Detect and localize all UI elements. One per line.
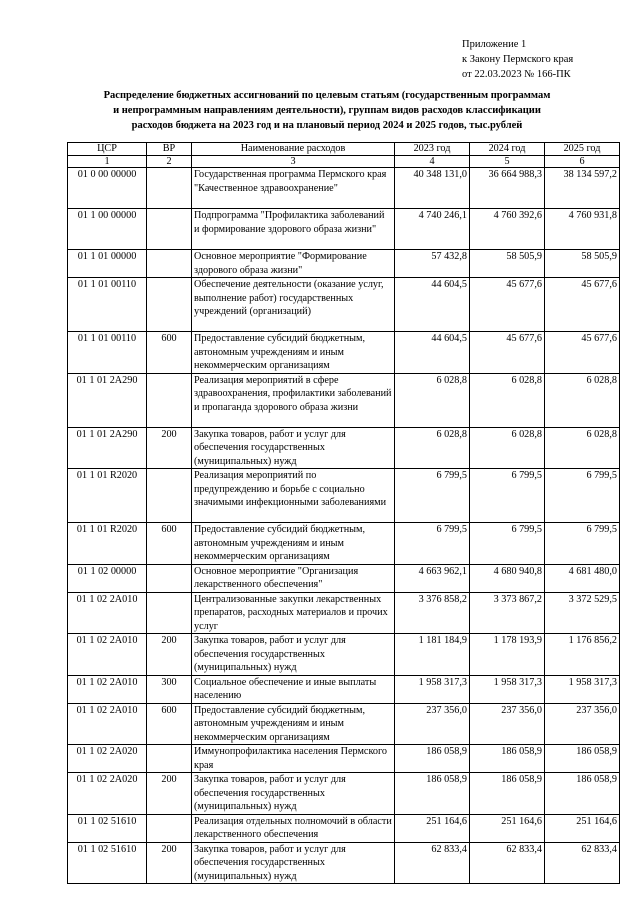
cell-2023: 186 058,9 xyxy=(395,773,470,815)
cell-2025: 6 028,8 xyxy=(545,373,620,427)
table-row xyxy=(68,523,620,565)
table-row xyxy=(68,250,620,278)
cell-2025: 237 356,0 xyxy=(545,703,620,745)
cell-csr: 01 1 01 R2020 xyxy=(68,469,147,523)
col-number: 5 xyxy=(470,156,545,168)
table-row xyxy=(68,634,620,676)
cell-2025: 45 677,6 xyxy=(545,332,620,374)
cell-2024: 186 058,9 xyxy=(470,773,545,815)
cell-2024: 251 164,6 xyxy=(470,814,545,842)
appendix-line-1: Приложение 1 xyxy=(462,39,527,50)
cell-2024: 6 799,5 xyxy=(470,469,545,523)
cell-vr xyxy=(147,278,192,332)
cell-name: Государственная программа Пермского края "Качественное здравоохранение" xyxy=(192,168,395,209)
table-row xyxy=(68,209,620,250)
cell-2025: 3 372 529,5 xyxy=(545,592,620,634)
cell-2023: 186 058,9 xyxy=(395,745,470,773)
cell-csr: 01 1 02 00000 xyxy=(68,564,147,592)
cell-2023: 1 958 317,3 xyxy=(395,675,470,703)
cell-2024: 58 505,9 xyxy=(470,250,545,278)
cell-vr xyxy=(147,168,192,209)
table-row xyxy=(68,842,620,884)
cell-2024: 4 680 940,8 xyxy=(470,564,545,592)
table-row xyxy=(68,675,620,703)
cell-name: Иммунопрофилактика населения Пермского края xyxy=(192,745,395,773)
cell-vr: 200 xyxy=(147,842,192,884)
budget-table xyxy=(67,142,620,884)
cell-vr: 600 xyxy=(147,332,192,374)
cell-csr: 01 1 01 00110 xyxy=(68,278,147,332)
table-row xyxy=(68,332,620,374)
table-row xyxy=(68,592,620,634)
cell-2025: 6 799,5 xyxy=(545,469,620,523)
cell-name: Предоставление субсидий бюджетным, автономным учреждениям и иным некоммерческим организациям xyxy=(192,332,395,374)
cell-name: Основное мероприятие "Формирование здорового образа жизни" xyxy=(192,250,395,278)
table-row xyxy=(68,814,620,842)
table-row xyxy=(68,278,620,332)
col-number: 3 xyxy=(192,156,395,168)
table-row xyxy=(68,773,620,815)
cell-2023: 6 028,8 xyxy=(395,427,470,469)
table-body xyxy=(68,168,620,884)
cell-2024: 6 799,5 xyxy=(470,523,545,565)
cell-2024: 36 664 988,3 xyxy=(470,168,545,209)
cell-csr: 01 1 02 2А010 xyxy=(68,634,147,676)
cell-name: Реализация отдельных полномочий в области лекарственного обеспечения xyxy=(192,814,395,842)
cell-vr xyxy=(147,373,192,427)
cell-2023: 1 181 184,9 xyxy=(395,634,470,676)
col-number: 2 xyxy=(147,156,192,168)
cell-2025: 4 681 480,0 xyxy=(545,564,620,592)
cell-name: Социальное обеспечение и иные выплаты населению xyxy=(192,675,395,703)
title-line-3: расходов бюджета на 2023 год и на плановый период 2024 и 2025 годов, тыс.рублей xyxy=(131,120,523,131)
header-csr: ЦСР xyxy=(68,143,147,156)
title-line-1: Распределение бюджетных ассигнований по целевым статьям (государственным программам xyxy=(103,90,551,101)
cell-2024: 186 058,9 xyxy=(470,745,545,773)
cell-2025: 1 176 856,2 xyxy=(545,634,620,676)
cell-name: Закупка товаров, работ и услуг для обеспечения государственных (муниципальных) нужд xyxy=(192,427,395,469)
title-line-2: и непрограммным направлениям деятельности), группам видов расходов классификации xyxy=(113,105,541,116)
table-row xyxy=(68,168,620,209)
cell-2023: 44 604,5 xyxy=(395,332,470,374)
cell-2024: 6 028,8 xyxy=(470,373,545,427)
cell-2023: 40 348 131,0 xyxy=(395,168,470,209)
cell-vr: 200 xyxy=(147,427,192,469)
cell-vr: 600 xyxy=(147,703,192,745)
col-number: 1 xyxy=(68,156,147,168)
header-2025: 2025 год xyxy=(545,143,620,156)
cell-2024: 3 373 867,2 xyxy=(470,592,545,634)
cell-csr: 01 1 01 R2020 xyxy=(68,523,147,565)
header-vr: ВР xyxy=(147,143,192,156)
cell-csr: 01 1 02 51610 xyxy=(68,842,147,884)
cell-2023: 237 356,0 xyxy=(395,703,470,745)
header-2023: 2023 год xyxy=(395,143,470,156)
cell-name: Реализация мероприятий по предупреждению и борьбе с социально значимыми инфекционными заболеваниями xyxy=(192,469,395,523)
table-row xyxy=(68,469,620,523)
cell-2024: 237 356,0 xyxy=(470,703,545,745)
cell-csr: 01 1 01 00000 xyxy=(68,250,147,278)
cell-vr xyxy=(147,209,192,250)
cell-2023: 57 432,8 xyxy=(395,250,470,278)
cell-vr xyxy=(147,745,192,773)
cell-2024: 45 677,6 xyxy=(470,278,545,332)
cell-vr: 200 xyxy=(147,773,192,815)
cell-2025: 4 760 931,8 xyxy=(545,209,620,250)
cell-2025: 6 799,5 xyxy=(545,523,620,565)
cell-csr: 01 1 01 2А290 xyxy=(68,427,147,469)
cell-name: Централизованные закупки лекарственных препаратов, расходных материалов и прочих услуг xyxy=(192,592,395,634)
cell-2025: 38 134 597,2 xyxy=(545,168,620,209)
cell-2023: 44 604,5 xyxy=(395,278,470,332)
cell-csr: 01 1 02 51610 xyxy=(68,814,147,842)
table-row xyxy=(68,745,620,773)
cell-csr: 01 1 02 2А020 xyxy=(68,745,147,773)
table-row xyxy=(68,703,620,745)
cell-vr: 600 xyxy=(147,523,192,565)
cell-csr: 01 1 02 2А010 xyxy=(68,592,147,634)
cell-2024: 6 028,8 xyxy=(470,427,545,469)
col-number: 6 xyxy=(545,156,620,168)
cell-csr: 01 1 02 2А010 xyxy=(68,703,147,745)
cell-csr: 01 0 00 00000 xyxy=(68,168,147,209)
cell-2025: 251 164,6 xyxy=(545,814,620,842)
table-row xyxy=(68,373,620,427)
table-row xyxy=(68,427,620,469)
cell-2025: 186 058,9 xyxy=(545,773,620,815)
column-number-row xyxy=(68,156,620,168)
cell-2024: 1 958 317,3 xyxy=(470,675,545,703)
cell-2023: 6 799,5 xyxy=(395,469,470,523)
cell-2024: 62 833,4 xyxy=(470,842,545,884)
cell-name: Основное мероприятие "Организация лекарственного обеспечения" xyxy=(192,564,395,592)
cell-vr xyxy=(147,250,192,278)
cell-vr: 200 xyxy=(147,634,192,676)
cell-name: Обеспечение деятельности (оказание услуг, выполнение работ) государственных учреждений (организаций) xyxy=(192,278,395,332)
cell-name: Реализация мероприятий в сфере здравоохранения, профилактики заболеваний и пропаганда здорового образа жизни xyxy=(192,373,395,427)
appendix-block xyxy=(462,37,637,82)
cell-csr: 01 1 01 2А290 xyxy=(68,373,147,427)
header-row xyxy=(68,143,620,156)
cell-name: Закупка товаров, работ и услуг для обеспечения государственных (муниципальных) нужд xyxy=(192,773,395,815)
cell-csr: 01 1 02 2А020 xyxy=(68,773,147,815)
cell-2025: 62 833,4 xyxy=(545,842,620,884)
cell-vr xyxy=(147,592,192,634)
document-title xyxy=(96,88,558,133)
cell-vr: 300 xyxy=(147,675,192,703)
cell-name: Подпрограмма "Профилактика заболеваний и формирование здорового образа жизни" xyxy=(192,209,395,250)
cell-2025: 6 028,8 xyxy=(545,427,620,469)
cell-2024: 45 677,6 xyxy=(470,332,545,374)
cell-2025: 58 505,9 xyxy=(545,250,620,278)
cell-2023: 6 799,5 xyxy=(395,523,470,565)
cell-2023: 3 376 858,2 xyxy=(395,592,470,634)
header-name: Наименование расходов xyxy=(192,143,395,156)
table-row xyxy=(68,564,620,592)
cell-name: Закупка товаров, работ и услуг для обеспечения государственных (муниципальных) нужд xyxy=(192,634,395,676)
cell-name: Закупка товаров, работ и услуг для обеспечения государственных (муниципальных) нужд xyxy=(192,842,395,884)
cell-name: Предоставление субсидий бюджетным, автономным учреждениям и иным некоммерческим организациям xyxy=(192,523,395,565)
cell-2023: 4 740 246,1 xyxy=(395,209,470,250)
cell-vr xyxy=(147,564,192,592)
cell-csr: 01 1 01 00110 xyxy=(68,332,147,374)
appendix-line-3: от 22.03.2023 № 166-ПК xyxy=(462,69,571,80)
col-number: 4 xyxy=(395,156,470,168)
cell-2025: 186 058,9 xyxy=(545,745,620,773)
cell-name: Предоставление субсидий бюджетным, автономным учреждениям и иным некоммерческим организациям xyxy=(192,703,395,745)
header-2024: 2024 год xyxy=(470,143,545,156)
cell-2023: 62 833,4 xyxy=(395,842,470,884)
cell-csr: 01 1 00 00000 xyxy=(68,209,147,250)
cell-2024: 1 178 193,9 xyxy=(470,634,545,676)
appendix-line-2: к Закону Пермского края xyxy=(462,54,574,65)
cell-2024: 4 760 392,6 xyxy=(470,209,545,250)
cell-vr xyxy=(147,814,192,842)
cell-csr: 01 1 02 2А010 xyxy=(68,675,147,703)
cell-2023: 251 164,6 xyxy=(395,814,470,842)
cell-vr xyxy=(147,469,192,523)
cell-2025: 45 677,6 xyxy=(545,278,620,332)
cell-2023: 4 663 962,1 xyxy=(395,564,470,592)
cell-2025: 1 958 317,3 xyxy=(545,675,620,703)
cell-2023: 6 028,8 xyxy=(395,373,470,427)
